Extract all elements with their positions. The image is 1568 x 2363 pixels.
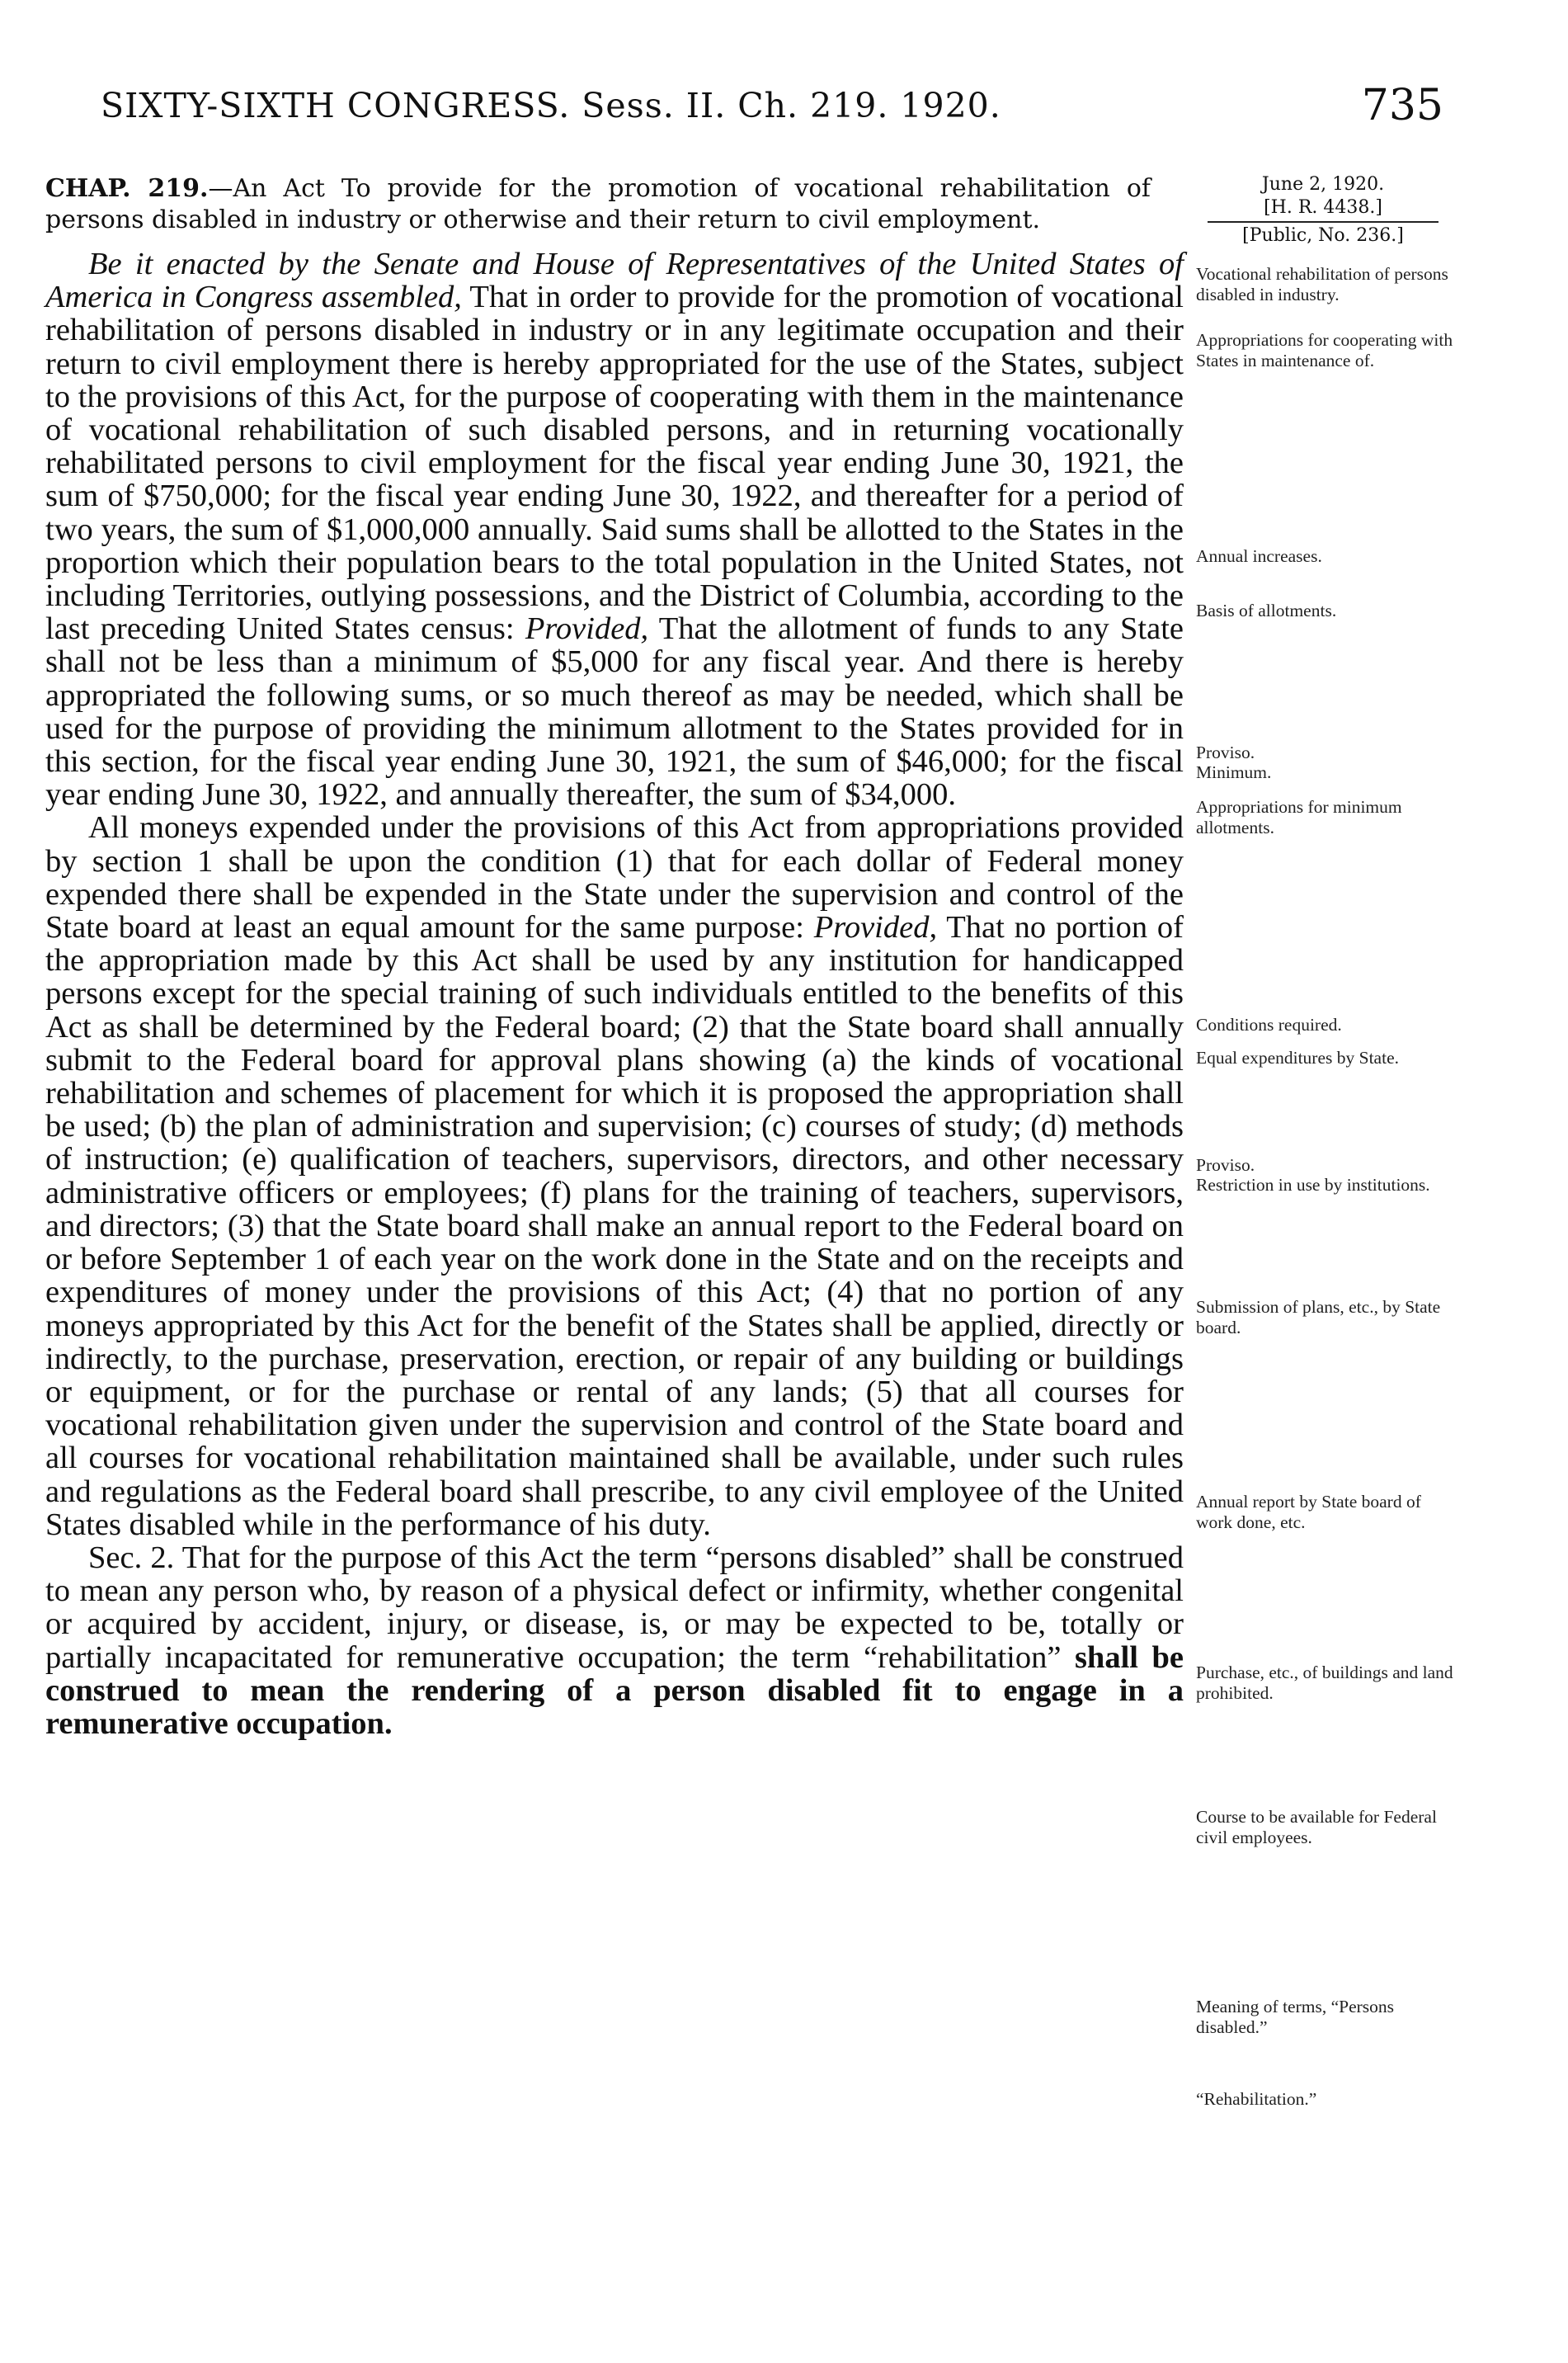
margin-note-course: Course to be available for Federal civil employees. [1196, 1807, 1437, 1847]
chapter-label: CHAP. 219. [45, 174, 209, 203]
section-2-label: Sec. 2. [88, 1540, 175, 1575]
margin-note-minimum: Minimum. [1196, 762, 1272, 782]
margin-note-meaning: Meaning of terms, “Persons disabled.” [1196, 1997, 1395, 2037]
act-reference [1191, 173, 1455, 248]
margin-note-proviso-2: Proviso. [1196, 1155, 1255, 1175]
margin-note-conditions: Conditions required. [1196, 1015, 1342, 1035]
reference-divider [1208, 221, 1439, 223]
chapter-title: —An Act To provide for the promotion of vocational rehabilitation of persons disabled in industry or otherwise and their return to civil employment. [45, 174, 1151, 234]
margin-note-basis: Basis of allotments. [1196, 601, 1337, 620]
margin-note-annual-report: Annual report by State board of work done, etc. [1196, 1492, 1421, 1532]
proviso-word: Provided, [525, 611, 649, 647]
margin-note-annual-increases: Annual increases. [1196, 546, 1322, 566]
margin-note-vocational: Vocational rehabilitation of persons disabled in industry. [1196, 264, 1448, 304]
margin-note-min-allotments: Appropriations for minimum allotments. [1196, 797, 1402, 837]
margin-note-purchase: Purchase, etc., of buildings and land prohibited. [1196, 1663, 1453, 1703]
chapter-heading [45, 173, 1151, 236]
section-1-text: That in order to provide for the promotion of vocational rehabilitation of persons disabled in industry or in any legitimate occupation and their return to civil employment there is hereby appropriated for the use of the States, subject to the provisions of this Act, for the purpose of cooperating with them in the maintenance of vocational rehabilitation of such disabled persons, and in returning vocationally rehabilitated persons to civil employment for the fiscal year ending June 30, 1921, the sum of $750,000; for the fiscal year ending June 30, 1922, and thereafter for a period of two years, the sum of $1,000,000 annually. Said sums shall be allotted to the States in the proportion which their population bears to the total population in the United States, not including Territories, outlying possessions, and the District of Columbia, according to the last preceding United States census: [45, 280, 1184, 647]
conditions-continued: That no portion of the appropriation made by this Act shall be used by any institution for handicapped persons except for the special training of such individuals entitled to the benefits of this Act as shall be determined by the Federal board; (2) that the State board shall annually submit to the Federal board for approval plans showing (a) the kinds of vocational rehabilitation and schemes of placement for which it is proposed the appropriation shall be used; (b) the plan of administration and supervision; (c) courses of study; (d) methods of instruction; (e) qualification of teachers, supervisors, directors, and other necessary administrative officers or employees; (f) plans for the training of teachers, supervisors, and directors; (3) that the State board shall make an annual report to the Federal board on or before September 1 of each year on the work done in the State and on the receipts and expenditures of money under the provisions of this Act; (4) that no portion of any moneys appropriated by this Act for the benefit of the States shall be applied, directly or indirectly, to the purchase, preservation, erection, or repair of any building or buildings or equipment, or for the purchase or rental of any lands; (5) that all courses for vocational rehabilitation given under the supervision and control of the State board and all courses for vocational rehabilitation maintained shall be available, under such rules and regulations as the Federal board shall prescribe, to any civil employee of the United States disabled while in the performance of his duty. [45, 910, 1184, 1542]
page-header [101, 81, 1443, 135]
conditions-paragraph [45, 811, 1184, 1540]
section-2-tail: shall be construed to mean the rendering of a person disabled fit to engage in a remunerative occupation. [45, 1639, 1184, 1741]
section-2-text: That for the purpose of this Act the term “persons disabled” shall be construed to mean any person who, by reason of a physical defect or infirmity, whether congenital or acquired by accident, injury, or disease, is, or may be expected to be, totally or partially incapacitated for remunerative occupation; the term “rehabilitation” [45, 1540, 1184, 1675]
section-2 [45, 1541, 1184, 1740]
proviso-word-2: Provided, [813, 910, 938, 946]
margin-note-submission: Submission of plans, etc., by State board. [1196, 1297, 1441, 1337]
margin-note-restriction: Restriction in use by institutions. [1196, 1175, 1430, 1195]
conditions-text: All moneys expended under the provisions of this Act from appropriations provided by section 1 shall be upon the condition (1) that for each dollar of Federal money expended there shall be expended in the State under the supervision and control of the State board at least an equal amount for the same purpose: [45, 810, 1184, 946]
running-title: SIXTY-SIXTH CONGRESS. Sess. II. Ch. 219. 1920. [101, 86, 1001, 125]
page-number: 735 [1361, 81, 1443, 130]
margin-note-equal: Equal expenditures by State. [1196, 1048, 1399, 1068]
section-1 [45, 248, 1184, 811]
enacting-clause: Be it enacted by the Senate and House of Representatives of the United States of America in Congress assembled, [45, 247, 1184, 315]
section-1-continued: That the allotment of funds to any State shall not be less than a minimum of $5,000 for any fiscal year. And there is hereby appropriated the following sums, or so much thereof as may be needed, which shall be used for the purpose of providing the minimum allotment to the States provided for in this section, for the fiscal year ending June 30, 1921, the sum of $46,000; for the fiscal year ending June 30, 1922, and annually thereafter, the sum of $34,000. [45, 611, 1184, 813]
margin-note-proviso-1: Proviso. [1196, 743, 1255, 762]
bill-number: [H. R. 4438.] [1264, 197, 1382, 218]
margin-note-rehabilitation: “Rehabilitation.” [1196, 2089, 1317, 2109]
act-date: June 2, 1920. [1261, 174, 1385, 195]
act-body [45, 248, 1184, 1740]
public-law-number: [Public, No. 236.] [1242, 225, 1404, 246]
margin-note-appropriations: Appropriations for cooperating with States in maintenance of. [1196, 330, 1453, 370]
